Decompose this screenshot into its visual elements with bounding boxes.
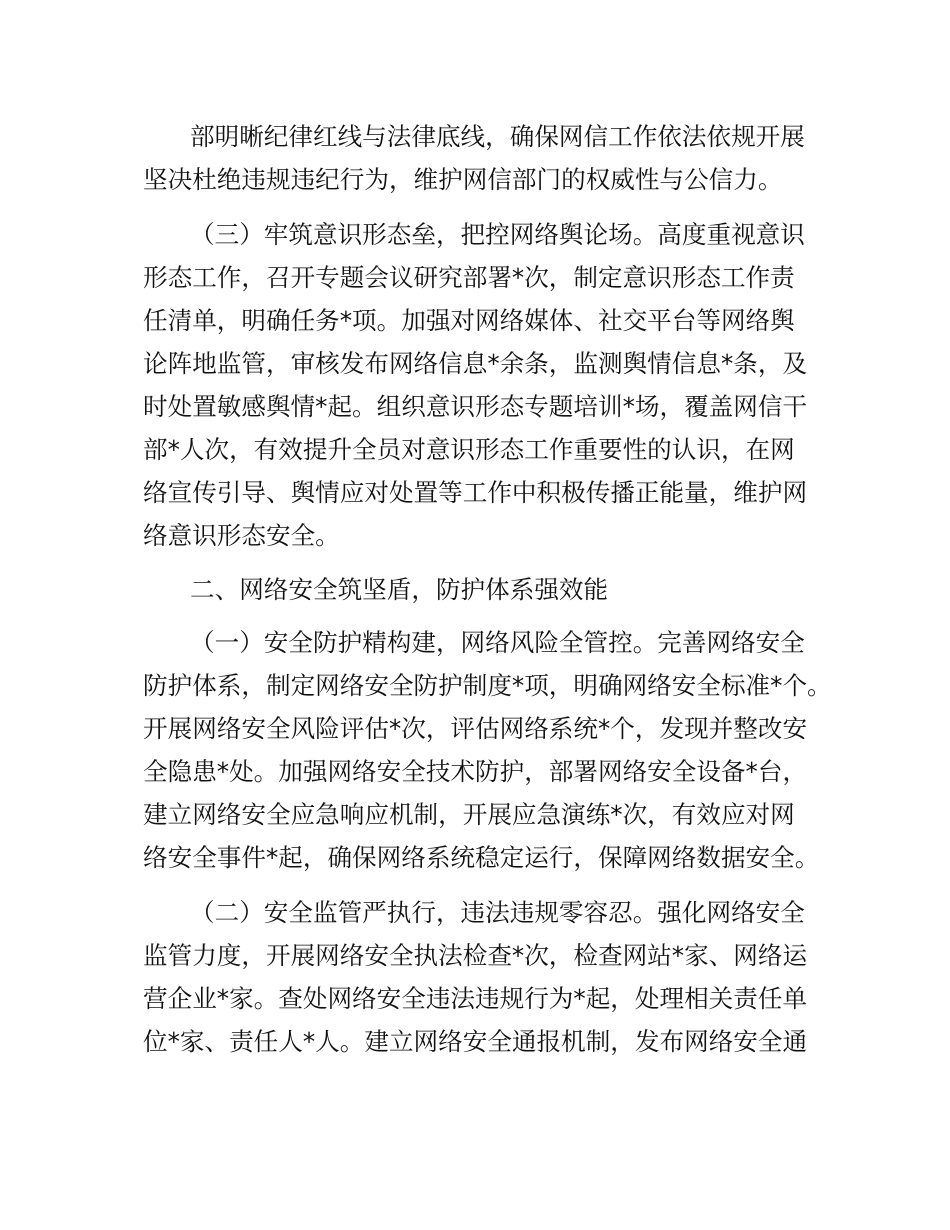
paragraph-line: 开展网络安全风险评估*次，评估网络系统*个，发现并整改安 xyxy=(143,714,808,743)
section-heading-line: （一）安全防护精构建，网络风险全管控。完善网络安全 xyxy=(190,628,805,657)
paragraph-line: 任清单，明确任务*项。加强对网络媒体、社交平台等网络舆 xyxy=(143,306,795,335)
paragraph-line: 监管力度，开展网络安全执法检查*次，检查网站*家、网络运 xyxy=(143,941,808,970)
paragraph-line: 络安全事件*起，确保网络系统稳定运行，保障网络数据安全。 xyxy=(143,843,820,872)
paragraph-line: 部明晰纪律红线与法律底线，确保网信工作依法依规开展 xyxy=(190,122,805,151)
paragraph-line: 营企业*家。查处网络安全违法违规行为*起，处理相关责任单 xyxy=(143,984,808,1013)
paragraph-line: 络意识形态安全。 xyxy=(143,521,340,550)
paragraph-line: 部*人次，有效提升全员对意识形态工作重要性的认识，在网 xyxy=(143,435,795,464)
paragraph-line: 络宣传引导、舆情应对处置等工作中积极传播正能量，维护网 xyxy=(143,478,808,507)
paragraph-line: 论阵地监管，审核发布网络信息*余条，监测舆情信息*条，及 xyxy=(143,349,808,378)
paragraph-line: 防护体系，制定网络安全防护制度*项，明确网络安全标准*个。 xyxy=(143,671,832,700)
paragraph-line: 时处置敏感舆情*起。组织意识形态专题培训*场，覆盖网信干 xyxy=(143,392,808,421)
paragraph-line: 位*家、责任人*人。建立网络安全通报机制，发布网络安全通 xyxy=(143,1027,808,1056)
chapter-heading: 二、网络安全筑坚盾，防护体系强效能 xyxy=(190,575,609,604)
section-heading-line: （三）牢筑意识形态垒，把控网络舆论场。高度重视意识 xyxy=(190,220,805,249)
paragraph-line: 坚决杜绝违规违纪行为，维护网信部门的权威性与公信力。 xyxy=(143,165,783,194)
section-heading-line: （二）安全监管严执行，违法违规零容忍。强化网络安全 xyxy=(190,898,805,927)
paragraph-line: 建立网络安全应急响应机制，开展应急演练*次，有效应对网 xyxy=(143,800,795,829)
paragraph-line: 形态工作，召开专题会议研究部署*次，制定意识形态工作责 xyxy=(143,263,795,292)
paragraph-line: 全隐患*处。加强网络安全技术防护，部署网络安全设备*台， xyxy=(143,757,808,786)
